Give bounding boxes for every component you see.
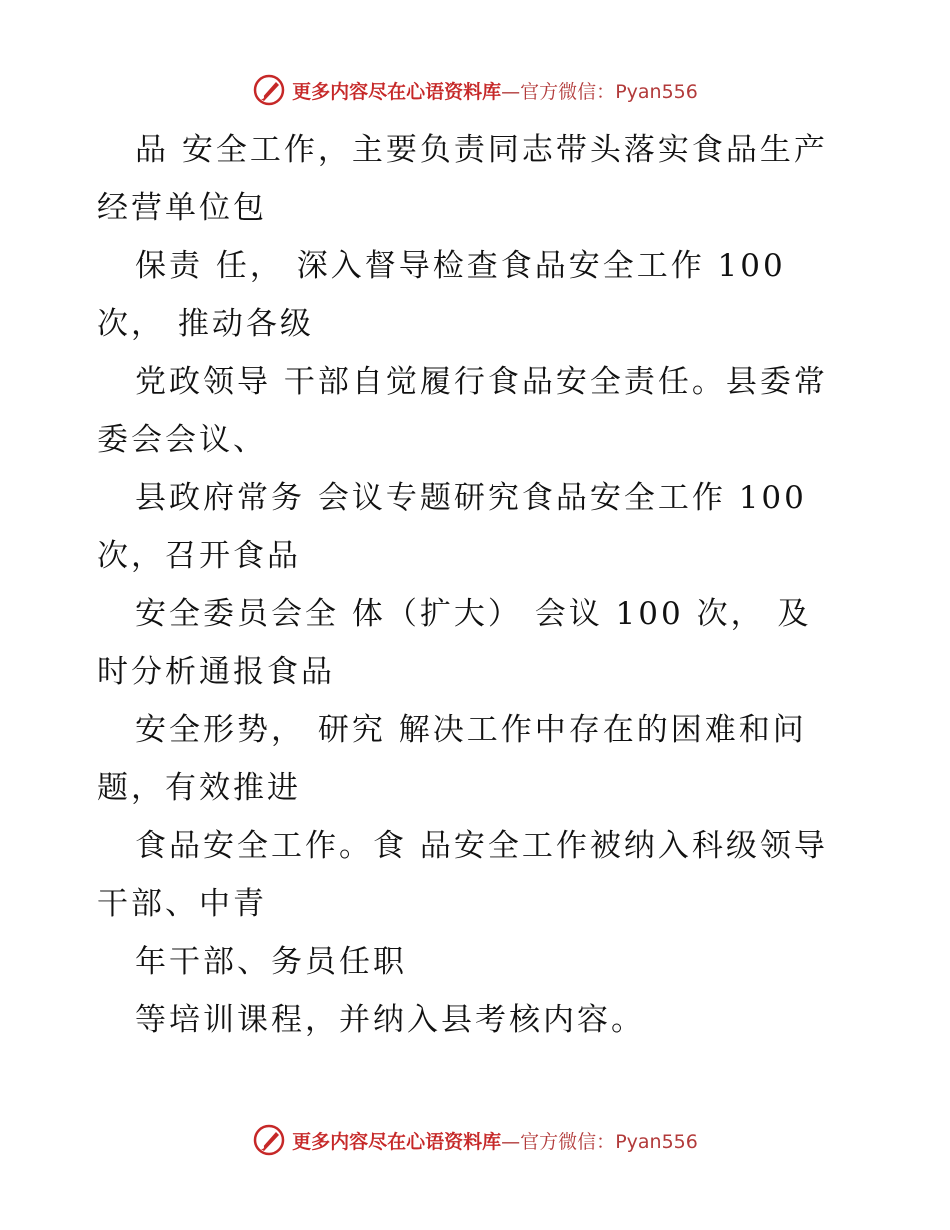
pen-logo-icon (252, 73, 286, 107)
paragraph-line: 委会会议、 (97, 422, 267, 458)
header-watermark (0, 70, 950, 110)
paragraph-line: 安全形势， 研究 解决工作中存在的困难和问 (135, 712, 807, 748)
pen-logo-icon (252, 1123, 286, 1157)
paragraph-line: 次， 推动各级 (97, 306, 314, 342)
watermark-text (292, 1127, 698, 1154)
paragraph-line: 经营单位包 (97, 190, 267, 226)
paragraph-line: 食品安全工作。食 品安全工作被纳入科级领导 (135, 828, 828, 864)
watermark-lead: 更多内容尽在心语资料库 (292, 80, 502, 103)
paragraph-line: 品 安全工作，主要负责同志带头落实食品生产 (135, 132, 828, 168)
watermark-wechat: Pyan556 (615, 1130, 698, 1153)
paragraph-line: 干部、中青 (97, 886, 267, 922)
paragraph-line: 年干部、务员任职 (135, 944, 407, 980)
watermark-dash: — (501, 1130, 521, 1153)
paragraph-line: 安全委员会全 体（扩大） 会议 100 次， 及 (135, 596, 812, 632)
paragraph-line: 题，有效推进 (97, 770, 301, 806)
watermark-lead: 更多内容尽在心语资料库 (292, 1130, 502, 1153)
paragraph-line: 县政府常务 会议专题研究食品安全工作 100 (135, 480, 807, 516)
watermark-dash: — (501, 80, 521, 103)
paragraph-line: 党政领导 干部自觉履行食品安全责任。县委常 (135, 364, 828, 400)
paragraph-line: 等培训课程，并纳入县考核内容。 (135, 1002, 645, 1038)
paragraph-line: 时分析通报食品 (97, 654, 335, 690)
footer-watermark (0, 1120, 950, 1160)
paragraph-line: 次，召开食品 (97, 538, 301, 574)
watermark-text (292, 77, 698, 104)
watermark-mid: 官方微信： (520, 1130, 616, 1153)
watermark-mid: 官方微信： (520, 80, 616, 103)
watermark-wechat: Pyan556 (615, 80, 698, 103)
paragraph-line: 保责 任， 深入督导检查食品安全工作 100 (135, 248, 786, 284)
